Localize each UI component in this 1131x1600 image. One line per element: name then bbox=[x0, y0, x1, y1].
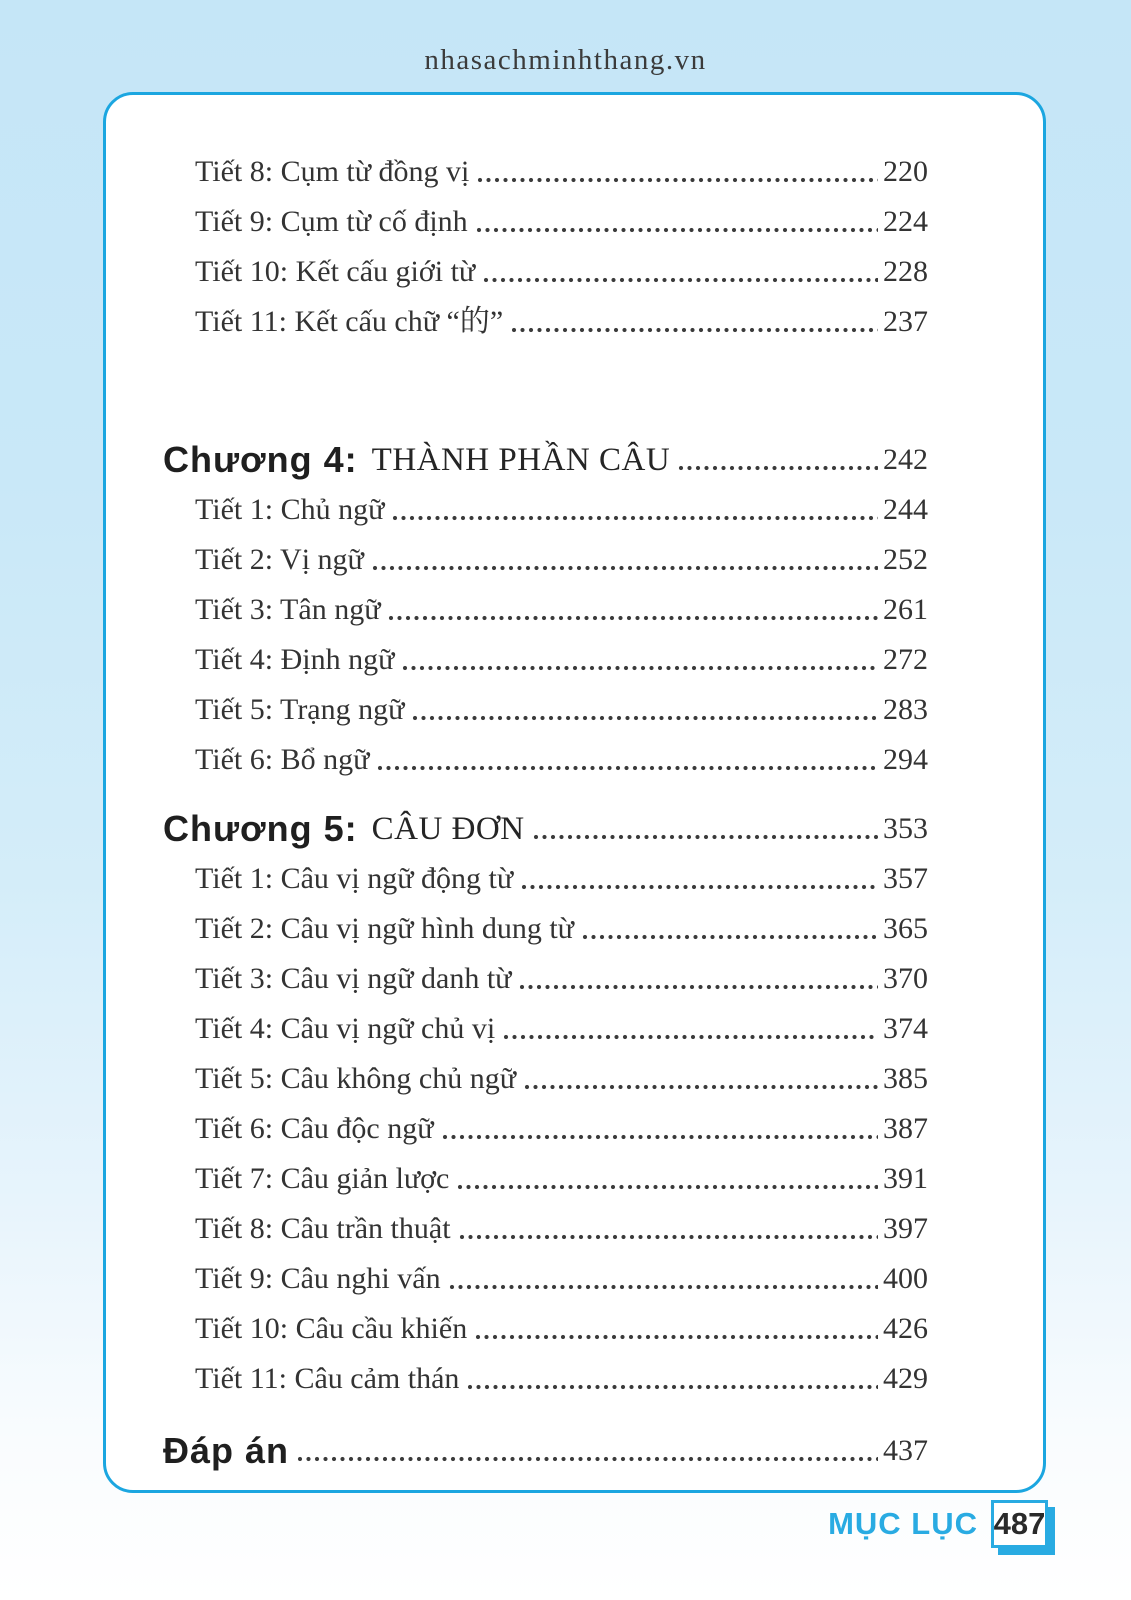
toc-entry-label: Tiết 1: Câu vị ngữ động từ bbox=[195, 862, 514, 895]
dot-leader bbox=[532, 834, 878, 840]
toc-entry-page-number: 283 bbox=[883, 693, 928, 726]
toc-entry-row bbox=[195, 1304, 928, 1354]
toc-entry-row bbox=[195, 1154, 928, 1204]
toc-entry-row bbox=[195, 197, 928, 247]
chapter-title: CÂU ĐƠN bbox=[371, 811, 525, 847]
toc-entry-page-number: 272 bbox=[883, 643, 928, 676]
toc-entry-label: Tiết 3: Câu vị ngữ danh từ bbox=[195, 962, 512, 995]
chapter-page-number: 353 bbox=[883, 812, 928, 845]
toc-entry-row bbox=[195, 1204, 928, 1254]
toc-chapter-row bbox=[163, 435, 928, 485]
toc-entry-label: Tiết 11: Câu cảm thán bbox=[195, 1362, 460, 1395]
toc-entry-page-number: 252 bbox=[883, 543, 928, 576]
toc-entry-row bbox=[195, 1054, 928, 1104]
dot-leader bbox=[475, 227, 878, 233]
toc-entry-row bbox=[195, 297, 928, 347]
dot-leader bbox=[677, 465, 878, 471]
dot-leader bbox=[474, 1334, 878, 1340]
toc-entry-label: Tiết 9: Cụm từ cố định bbox=[195, 205, 468, 238]
dot-leader bbox=[448, 1284, 878, 1290]
toc-entry-page-number: 400 bbox=[883, 1262, 928, 1295]
page-number-text: 487 bbox=[993, 1506, 1046, 1541]
toc-entry-page-number: 237 bbox=[883, 305, 928, 338]
toc-entry-page-number: 370 bbox=[883, 962, 928, 995]
toc-entry-row bbox=[195, 585, 928, 635]
toc-entry-label: Tiết 10: Câu cầu khiến bbox=[195, 1312, 468, 1345]
toc-entry-label: Tiết 8: Câu trần thuật bbox=[195, 1212, 451, 1245]
toc-entry-label: Tiết 2: Câu vị ngữ hình dung từ bbox=[195, 912, 574, 945]
toc-entry-row bbox=[195, 635, 928, 685]
toc-entry-label: Tiết 1: Chủ ngữ bbox=[195, 493, 385, 526]
dot-leader bbox=[296, 1456, 878, 1462]
toc-entry-row bbox=[195, 954, 928, 1004]
dot-leader bbox=[401, 665, 878, 671]
dot-leader bbox=[520, 884, 878, 890]
chapter-prefix: Chương 4: bbox=[163, 439, 358, 480]
dot-leader bbox=[466, 1384, 878, 1390]
dot-leader bbox=[411, 715, 878, 721]
toc-answers-row bbox=[163, 1426, 928, 1476]
toc-entry-page-number: 220 bbox=[883, 155, 928, 188]
toc-entry-page-number: 228 bbox=[883, 255, 928, 288]
toc-panel bbox=[103, 92, 1046, 1493]
toc-entry-page-number: 426 bbox=[883, 1312, 928, 1345]
toc-entry-label: Tiết 8: Cụm từ đồng vị bbox=[195, 155, 470, 188]
chapter-title: THÀNH PHẦN CÂU bbox=[371, 442, 671, 478]
site-url-text: nhasachminhthang.vn bbox=[424, 44, 707, 76]
toc-entry-row bbox=[195, 1354, 928, 1404]
toc-entry-label: Tiết 2: Vị ngữ bbox=[195, 543, 364, 576]
toc-entry-page-number: 261 bbox=[883, 593, 928, 626]
dot-leader bbox=[456, 1184, 878, 1190]
dot-leader bbox=[441, 1134, 879, 1140]
toc-entry-label: Tiết 5: Câu không chủ ngữ bbox=[195, 1062, 516, 1095]
dot-leader bbox=[510, 327, 878, 333]
toc-entry-label: Tiết 6: Bổ ngữ bbox=[195, 743, 370, 776]
dot-leader bbox=[371, 565, 878, 571]
toc-entry-label: Tiết 5: Trạng ngữ bbox=[195, 693, 405, 726]
dot-leader bbox=[502, 1034, 878, 1040]
toc-entry-page-number: 244 bbox=[883, 493, 928, 526]
toc-entry-page-number: 385 bbox=[883, 1062, 928, 1095]
toc-entry-row bbox=[195, 1104, 928, 1154]
toc-entry-page-number: 365 bbox=[883, 912, 928, 945]
toc-entry-page-number: 374 bbox=[883, 1012, 928, 1045]
toc-entry-page-number: 294 bbox=[883, 743, 928, 776]
toc-entry-row bbox=[195, 1004, 928, 1054]
toc-entry-label: Tiết 10: Kết cấu giới từ bbox=[195, 255, 476, 288]
toc-entry-page-number: 397 bbox=[883, 1212, 928, 1245]
dot-leader bbox=[376, 765, 878, 771]
dot-leader bbox=[523, 1084, 878, 1090]
dot-leader bbox=[476, 177, 878, 183]
toc-entry-page-number: 357 bbox=[883, 862, 928, 895]
chapter-prefix: Chương 5: bbox=[163, 808, 358, 849]
toc-entry-label: Tiết 4: Câu vị ngữ chủ vị bbox=[195, 1012, 496, 1045]
toc-entry-label: Tiết 7: Câu giản lược bbox=[195, 1162, 450, 1195]
chapter-prefix: Đáp án bbox=[163, 1430, 290, 1471]
dot-leader bbox=[482, 277, 878, 283]
page-number-badge bbox=[991, 1500, 1048, 1548]
toc-rows-container bbox=[163, 147, 928, 1476]
dot-leader bbox=[387, 615, 878, 621]
toc-entry-row bbox=[195, 685, 928, 735]
chapter-page-number: 242 bbox=[883, 443, 928, 476]
toc-entry-row bbox=[195, 147, 928, 197]
toc-entry-row bbox=[195, 854, 928, 904]
toc-entry-row bbox=[195, 904, 928, 954]
footer-section-label: MỤC LỤC bbox=[828, 1506, 978, 1541]
toc-entry-row bbox=[195, 535, 928, 585]
toc-entry-label: Tiết 3: Tân ngữ bbox=[195, 593, 381, 626]
dot-leader bbox=[458, 1234, 878, 1240]
dot-leader bbox=[391, 515, 878, 521]
toc-chapter-row bbox=[163, 804, 928, 854]
toc-entry-row bbox=[195, 485, 928, 535]
page-footer bbox=[828, 1498, 1048, 1550]
toc-entry-page-number: 387 bbox=[883, 1112, 928, 1145]
toc-entry-row bbox=[195, 1254, 928, 1304]
chapter-page-number: 437 bbox=[883, 1434, 928, 1467]
site-header bbox=[0, 44, 1131, 77]
toc-entry-page-number: 429 bbox=[883, 1362, 928, 1395]
toc-entry-row bbox=[195, 247, 928, 297]
toc-entry-label: Tiết 4: Định ngữ bbox=[195, 643, 395, 676]
toc-entry-row bbox=[195, 735, 928, 785]
toc-entry-page-number: 391 bbox=[883, 1162, 928, 1195]
dot-leader bbox=[581, 934, 878, 940]
toc-entry-label: Tiết 9: Câu nghi vấn bbox=[195, 1262, 441, 1295]
toc-entry-page-number: 224 bbox=[883, 205, 928, 238]
dot-leader bbox=[518, 984, 878, 990]
toc-entry-label: Tiết 6: Câu độc ngữ bbox=[195, 1112, 434, 1145]
toc-entry-label: Tiết 11: Kết cấu chữ “的” bbox=[195, 305, 504, 338]
